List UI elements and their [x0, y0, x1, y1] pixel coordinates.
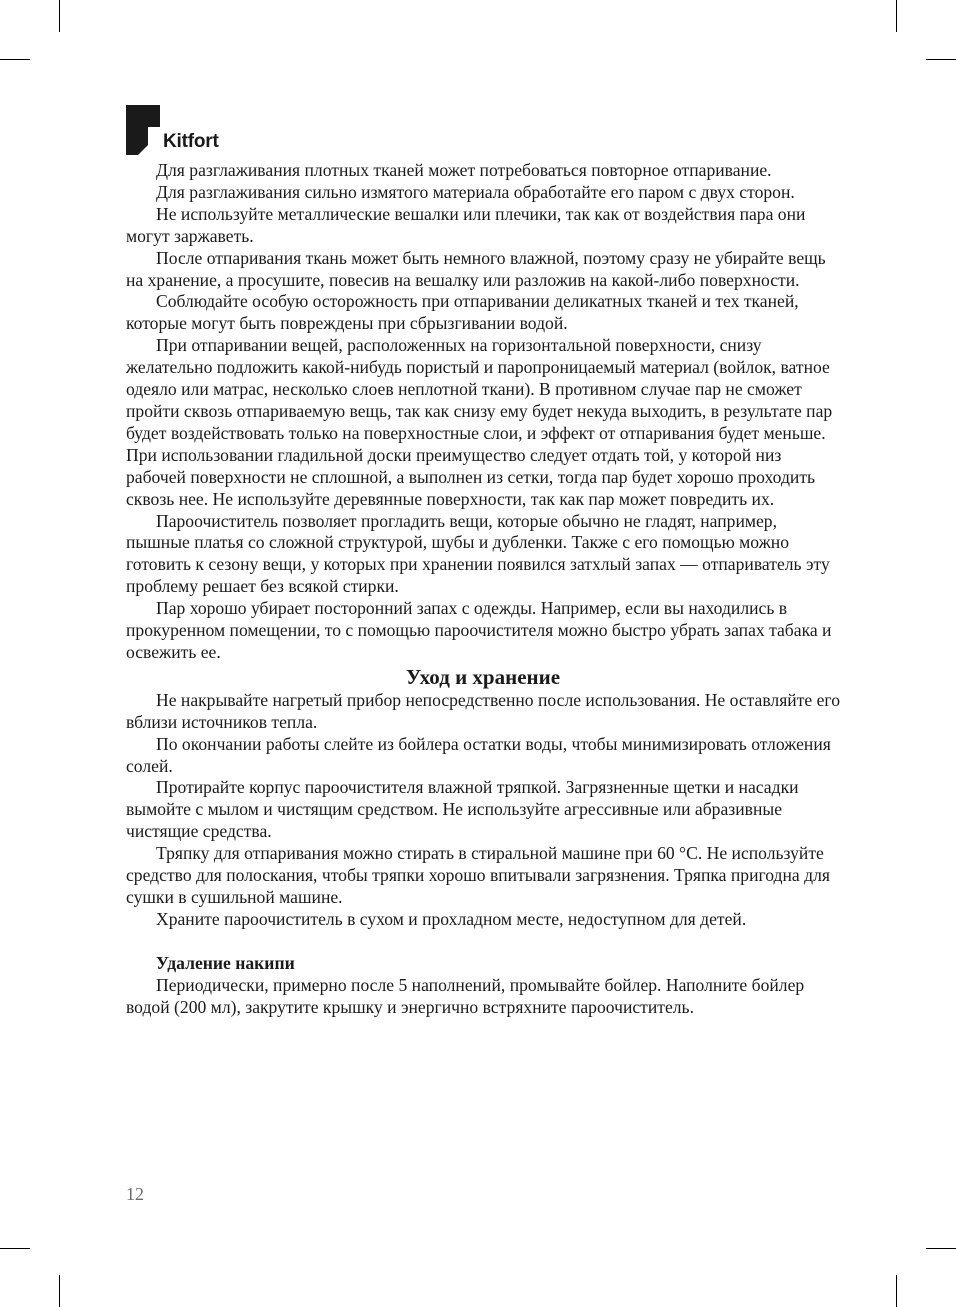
paragraph: Тряпку для отпаривания можно стирать в стиральной машине при 60 °С. Не используйте средство для полоскания, чтобы тряпки хорошо впитывали загрязнения. Тряпка пригодна для сушки в сушильной машине. [126, 843, 830, 907]
paragraph: Протирайте корпус пароочистителя влажной тряпкой. Загрязненные щетки и насадки вымойте с мылом и чистящим средством. Не используйте агрессивные или абразивные чистящие средства. [126, 777, 799, 842]
brand-name: Kitfort [163, 131, 219, 152]
crop-mark-tr-v [896, 0, 897, 32]
crop-mark-br-h [926, 1248, 956, 1249]
kitfort-logo-icon [126, 105, 160, 155]
crop-mark-tr-h [926, 59, 956, 60]
crop-mark-tl-h [0, 59, 30, 60]
subsection-title: Удаление накипи [156, 952, 295, 973]
page-body [126, 160, 840, 1019]
paragraph: Не используйте металлические вешалки или плечики, так как от воздействия пара они могут заржаветь. [126, 203, 806, 246]
paragraph: При отпаривании вещей, расположенных на горизонтальной поверхности, снизу желательно подложить какой-нибудь пористый и паропроницаемый материал (войлок, ватное одеяло или матрас, несколько слоев неплотной ткани). В противном случае пар не сможет пройти сквозь отпариваемую вещь, так как снизу ему будет некуда выходить, в результате пар будет воздействовать только на поверхностные слои, и эффект от отпаривания будет меньше. При использовании гладильной доски преимущество следует отдать той, у которой низ рабочей поверхности не сплошной, а выполнен из сетки, тогда пар будет хорошо проходить сквозь нее. Не используйте деревянные поверхности, так как пар может повредить их. [126, 335, 833, 509]
brand-logo [126, 105, 219, 155]
paragraph: Периодически, примерно после 5 наполнений, промывайте бойлер. Наполните бойлер водой (200 мл), закрутите крышку и энергично встряхните пароочиститель. [126, 974, 805, 1017]
paragraph: Пароочиститель позволяет прогладить вещи, которые обычно не гладят, например, пышные платья со сложной структурой, шубы и дубленки. Также с его помощью можно готовить к сезону вещи, у которых при хранении появился затхлый запах — отпариватель эту проблему решает без всякой стирки. [126, 510, 830, 597]
paragraph: По окончании работы слейте из бойлера остатки воды, чтобы минимизировать отложения солей. [126, 733, 831, 776]
section-title: Уход и хранение [405, 664, 561, 689]
paragraph: Не накрывайте нагретый прибор непосредственно после использования. Не оставляйте его вблизи источников тепла. [126, 689, 840, 732]
page-number: 12 [126, 1184, 144, 1204]
crop-mark-br-v [896, 1275, 897, 1307]
paragraph: Для разглаживания сильно измятого материала обработайте его паром с двух сторон. [156, 181, 795, 202]
paragraph: Для разглаживания плотных тканей может потребоваться повторное отпаривание. [156, 160, 772, 180]
crop-mark-bl-v [59, 1275, 60, 1307]
paragraph: Пар хорошо убирает посторонний запах с одежды. Например, если вы находились в прокуренном помещении, то с помощью пароочистителя можно быстро убрать запах табака и освежить ее. [126, 598, 832, 662]
paragraph: После отпаривания ткань может быть немного влажной, поэтому сразу не убирайте вещь на хранение, а просушите, повесив на вешалку или разложив на какой-либо поверхности. [126, 247, 826, 290]
crop-mark-bl-h [0, 1248, 30, 1249]
paragraph: Соблюдайте особую осторожность при отпаривании деликатных тканей и тех тканей, которые могут быть повреждены при сбрызгивании водой. [126, 291, 799, 334]
paragraph: Храните пароочиститель в сухом и прохладном месте, недоступном для детей. [156, 908, 747, 929]
crop-mark-tl-v [59, 0, 60, 32]
